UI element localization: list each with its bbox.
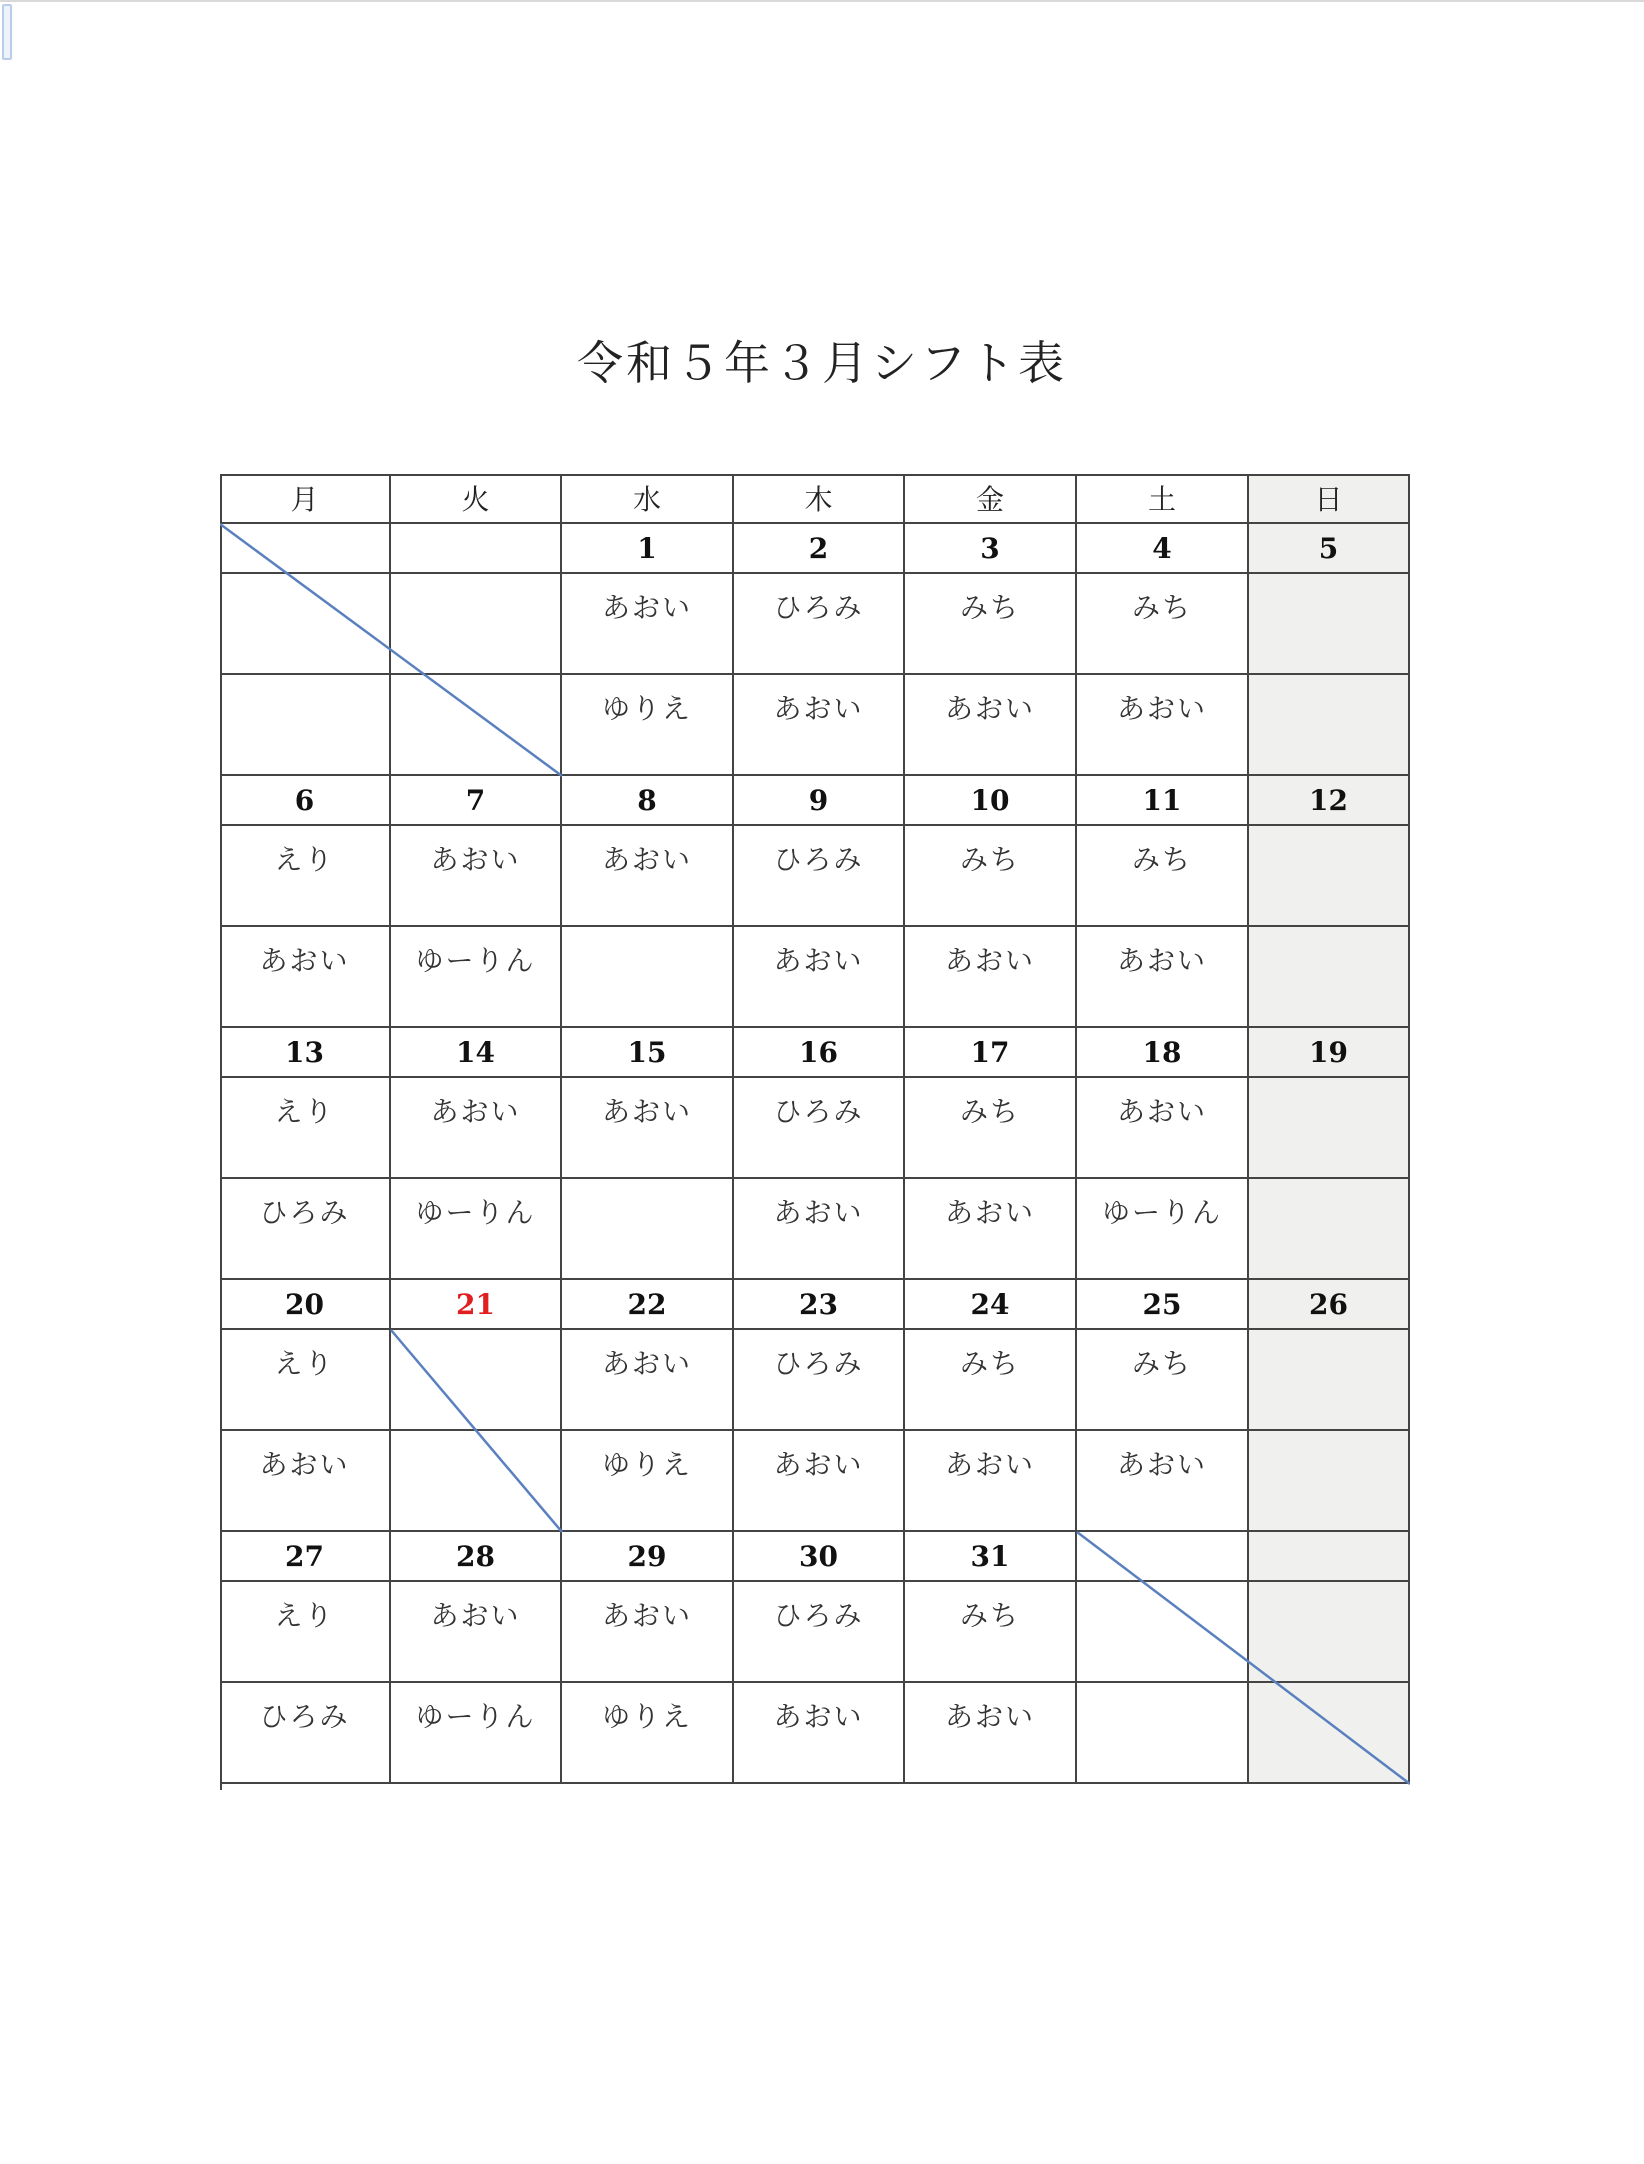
weekday-label: 金	[975, 483, 1004, 516]
shift-slot-cell	[220, 826, 391, 927]
shift-slot-cell	[905, 927, 1077, 1028]
day-number: 27	[285, 1539, 324, 1573]
shift-slot-cell	[1249, 574, 1410, 675]
day-number-cell	[391, 776, 562, 826]
shift-slot-cell	[220, 1330, 391, 1431]
staff-name: あおい	[1116, 1095, 1207, 1128]
shift-slot-cell	[1249, 1683, 1410, 1784]
shift-slot-cell	[220, 1683, 391, 1784]
weekday-label: 日	[1314, 483, 1343, 516]
staff-name: あおい	[430, 843, 521, 876]
day-number-cell	[734, 524, 905, 574]
day-number: 13	[285, 1035, 324, 1069]
staff-name: あおい	[259, 1448, 350, 1481]
shift-slot-cell	[1077, 1330, 1249, 1431]
shift-slot-cell	[734, 1330, 905, 1431]
day-number-cell	[220, 1532, 391, 1582]
weekday-header	[391, 474, 562, 524]
staff-name: みち	[1131, 591, 1192, 624]
shift-slot-cell	[1077, 1431, 1249, 1532]
staff-name: ひろみ	[259, 1196, 350, 1229]
staff-name: ひろみ	[259, 1700, 350, 1733]
staff-name: あおい	[430, 1095, 521, 1128]
staff-name: あおい	[773, 944, 864, 977]
staff-name: あおい	[944, 1700, 1035, 1733]
weekday-header	[1077, 474, 1249, 524]
day-number-cell	[220, 1028, 391, 1078]
weekday-label: 木	[804, 483, 833, 516]
shift-slot-cell	[734, 1431, 905, 1532]
day-number-cell	[734, 1532, 905, 1582]
day-number-cell	[1077, 776, 1249, 826]
staff-name: ひろみ	[773, 1347, 864, 1380]
shift-slot-cell	[905, 1330, 1077, 1431]
shift-slot-cell	[391, 826, 562, 927]
day-number: 4	[1152, 531, 1172, 565]
day-number-cell	[391, 1280, 562, 1330]
day-number-cell	[1077, 1028, 1249, 1078]
staff-name: あおい	[773, 692, 864, 725]
shift-slot-cell	[391, 1078, 562, 1179]
shift-slot-cell	[1249, 1078, 1410, 1179]
day-number: 12	[1309, 783, 1348, 817]
weekday-label: 水	[632, 483, 661, 516]
staff-name: あおい	[773, 1700, 864, 1733]
page-title: 令和５年３月シフト表	[577, 335, 1067, 390]
shift-slot-cell	[1249, 1330, 1410, 1431]
shift-slot-cell	[391, 1582, 562, 1683]
shift-slot-cell	[220, 574, 391, 675]
staff-name: あおい	[430, 1599, 521, 1632]
shift-slot-cell	[1249, 927, 1410, 1028]
day-number-cell	[1077, 1532, 1249, 1582]
day-number: 14	[456, 1035, 495, 1069]
shift-slot-cell	[391, 1683, 562, 1784]
staff-name: みち	[1131, 843, 1192, 876]
day-number: 31	[970, 1539, 1010, 1573]
shift-slot-cell	[562, 1330, 734, 1431]
shift-slot-cell	[734, 675, 905, 776]
shift-slot-cell	[220, 1582, 391, 1683]
shift-slot-cell	[562, 1179, 734, 1280]
staff-name: あおい	[601, 843, 692, 876]
day-number-cell	[905, 524, 1077, 574]
shift-slot-cell	[562, 1582, 734, 1683]
staff-name: あおい	[773, 1196, 864, 1229]
day-number-cell	[905, 776, 1077, 826]
shift-slot-cell	[905, 1078, 1077, 1179]
staff-name: えり	[274, 843, 335, 876]
day-number-cell	[562, 1532, 734, 1582]
staff-name: ゆりえ	[601, 692, 692, 725]
day-number: 25	[1142, 1287, 1182, 1321]
staff-name: あおい	[259, 944, 350, 977]
day-number: 9	[808, 783, 829, 817]
day-number-cell	[1077, 1280, 1249, 1330]
day-number-cell	[734, 1280, 905, 1330]
shift-calendar-table	[220, 474, 1410, 1790]
shift-slot-cell	[905, 1582, 1077, 1683]
shift-slot-cell	[220, 1078, 391, 1179]
shift-slot-cell	[1249, 826, 1410, 927]
shift-slot-cell	[220, 1179, 391, 1280]
staff-name: あおい	[944, 1448, 1035, 1481]
day-number: 15	[627, 1035, 667, 1069]
staff-name: みち	[959, 1347, 1020, 1380]
shift-slot-cell	[1077, 826, 1249, 927]
shift-slot-cell	[220, 927, 391, 1028]
day-number-cell	[905, 1028, 1077, 1078]
staff-name: あおい	[1116, 1448, 1207, 1481]
shift-slot-cell	[562, 1078, 734, 1179]
top-border	[0, 0, 1644, 2]
weekday-header	[220, 474, 391, 524]
day-number-cell	[562, 1028, 734, 1078]
shift-slot-cell	[734, 1179, 905, 1280]
staff-name: ゆーりん	[415, 944, 536, 977]
text-cursor	[2, 4, 12, 60]
day-number: 29	[627, 1539, 667, 1573]
shift-slot-cell	[391, 1431, 562, 1532]
shift-slot-cell	[905, 1179, 1077, 1280]
staff-name: みち	[959, 1095, 1020, 1128]
shift-slot-cell	[734, 927, 905, 1028]
staff-name: ひろみ	[773, 1095, 864, 1128]
shift-slot-cell	[391, 1330, 562, 1431]
day-number: 23	[799, 1287, 838, 1321]
shift-slot-cell	[1077, 1582, 1249, 1683]
day-number: 1	[637, 531, 657, 565]
shift-slot-cell	[391, 927, 562, 1028]
shift-slot-cell	[734, 1582, 905, 1683]
staff-name: ゆりえ	[601, 1700, 692, 1733]
day-number-cell	[562, 776, 734, 826]
day-number-cell	[1249, 776, 1410, 826]
day-number: 2	[808, 531, 829, 565]
shift-slot-cell	[562, 675, 734, 776]
staff-name: あおい	[944, 944, 1035, 977]
day-number-cell	[391, 1532, 562, 1582]
staff-name: あおい	[1116, 944, 1207, 977]
shift-slot-cell	[391, 574, 562, 675]
shift-slot-cell	[220, 675, 391, 776]
shift-slot-cell	[905, 1683, 1077, 1784]
day-number: 16	[799, 1035, 838, 1069]
shift-slot-cell	[905, 826, 1077, 927]
day-number-cell	[220, 1280, 391, 1330]
staff-name: あおい	[773, 1448, 864, 1481]
day-number-cell	[220, 524, 391, 574]
staff-name: ひろみ	[773, 591, 864, 624]
staff-name: ゆーりん	[1101, 1196, 1222, 1229]
staff-name: あおい	[944, 692, 1035, 725]
staff-name: あおい	[601, 591, 692, 624]
day-number: 6	[294, 783, 315, 817]
staff-name: あおい	[1116, 692, 1207, 725]
staff-name: あおい	[601, 1347, 692, 1380]
shift-slot-cell	[905, 1431, 1077, 1532]
shift-slot-cell	[1077, 574, 1249, 675]
day-number: 17	[970, 1035, 1010, 1069]
day-number-cell	[391, 1028, 562, 1078]
day-number-cell	[1249, 1532, 1410, 1582]
day-number-cell	[734, 776, 905, 826]
day-number: 11	[1142, 783, 1182, 817]
staff-name: あおい	[601, 1599, 692, 1632]
day-number-cell	[391, 524, 562, 574]
day-number: 24	[970, 1287, 1010, 1321]
weekday-header	[734, 474, 905, 524]
day-number: 19	[1309, 1035, 1348, 1069]
day-number: 28	[456, 1539, 495, 1573]
staff-name: あおい	[944, 1196, 1035, 1229]
shift-slot-cell	[734, 574, 905, 675]
shift-slot-cell	[1077, 1179, 1249, 1280]
shift-slot-cell	[562, 1683, 734, 1784]
staff-name: あおい	[601, 1095, 692, 1128]
day-number: 22	[627, 1287, 667, 1321]
shift-slot-cell	[1077, 1683, 1249, 1784]
day-number: 21	[456, 1287, 495, 1321]
staff-name: ゆーりん	[415, 1700, 536, 1733]
day-number-cell	[905, 1280, 1077, 1330]
staff-name: みち	[959, 591, 1020, 624]
staff-name: みち	[959, 1599, 1020, 1632]
shift-slot-cell	[1249, 1582, 1410, 1683]
weekday-label: 月	[290, 483, 319, 516]
shift-slot-cell	[1077, 675, 1249, 776]
staff-name: えり	[274, 1095, 335, 1128]
staff-name: ゆりえ	[601, 1448, 692, 1481]
shift-slot-cell	[1249, 675, 1410, 776]
shift-slot-cell	[562, 1431, 734, 1532]
staff-name: みち	[959, 843, 1020, 876]
staff-name: えり	[274, 1347, 335, 1380]
shift-slot-cell	[391, 1179, 562, 1280]
shift-slot-cell	[562, 574, 734, 675]
day-number: 10	[970, 783, 1010, 817]
day-number-cell	[1249, 524, 1410, 574]
day-number: 20	[285, 1287, 324, 1321]
shift-slot-cell	[734, 1683, 905, 1784]
shift-slot-cell	[905, 675, 1077, 776]
day-number-cell	[562, 524, 734, 574]
day-number: 7	[465, 783, 486, 817]
shift-slot-cell	[562, 927, 734, 1028]
day-number: 30	[799, 1539, 838, 1573]
shift-slot-cell	[220, 1431, 391, 1532]
staff-name: ひろみ	[773, 1599, 864, 1632]
shift-slot-cell	[905, 574, 1077, 675]
shift-slot-cell	[1077, 927, 1249, 1028]
day-number: 18	[1142, 1035, 1182, 1069]
day-number-cell	[905, 1532, 1077, 1582]
staff-name: ゆーりん	[415, 1196, 536, 1229]
day-number: 3	[980, 531, 1000, 565]
shift-slot-cell	[391, 675, 562, 776]
weekday-header	[905, 474, 1077, 524]
day-number-cell	[1249, 1280, 1410, 1330]
day-number-cell	[1077, 524, 1249, 574]
shift-slot-cell	[1249, 1431, 1410, 1532]
shift-slot-cell	[734, 826, 905, 927]
day-number-cell	[562, 1280, 734, 1330]
day-number-cell	[1249, 1028, 1410, 1078]
weekday-header	[562, 474, 734, 524]
shift-slot-cell	[1249, 1179, 1410, 1280]
staff-name: えり	[274, 1599, 335, 1632]
staff-name: ひろみ	[773, 843, 864, 876]
day-number-cell	[220, 776, 391, 826]
weekday-header	[1249, 474, 1410, 524]
weekday-label: 火	[461, 483, 490, 516]
weekday-label: 土	[1147, 483, 1176, 516]
day-number: 26	[1309, 1287, 1348, 1321]
day-number-cell	[734, 1028, 905, 1078]
day-number: 5	[1318, 531, 1339, 565]
shift-slot-cell	[562, 826, 734, 927]
staff-name: みち	[1131, 1347, 1192, 1380]
shift-slot-cell	[734, 1078, 905, 1179]
day-number: 8	[637, 783, 657, 817]
shift-slot-cell	[1077, 1078, 1249, 1179]
